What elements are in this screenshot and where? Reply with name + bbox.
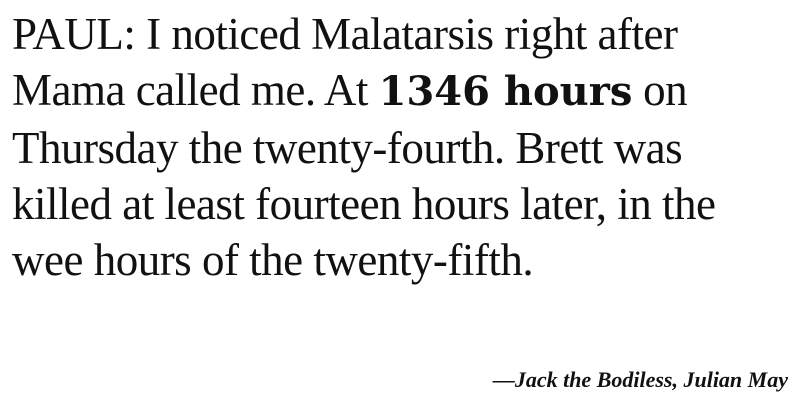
quote-text-before: PAUL: I noticed Malatarsis right after Mama called me. At [12, 9, 678, 115]
quote-highlight: 1346 hours [378, 68, 633, 115]
quote-paragraph [12, 6, 788, 288]
quote-text-after: on Thursday the twenty-fourth. Brett was killed at least fourteen hours later, in the wee hours of the twenty-fifth. [12, 65, 716, 285]
attribution: —Jack the Bodiless, Julian May [492, 367, 788, 392]
